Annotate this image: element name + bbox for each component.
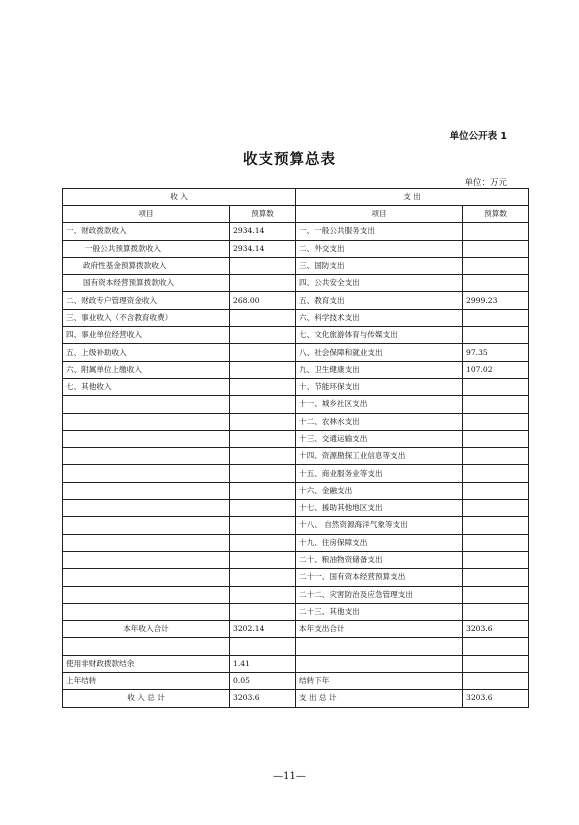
expense-budget-cell [463,517,529,534]
income-budget-cell: 3203.6 [230,690,296,707]
expense-item-cell: 本年支出合计 [296,621,463,638]
income-item-cell [63,551,230,568]
table-row [63,378,529,395]
expense-item-cell: 十九、住房保障支出 [296,534,463,551]
income-item-cell: 七、其他收入 [63,378,230,395]
page-number: —11— [273,771,306,782]
income-budget-cell [230,500,296,517]
budget-summary-table [62,188,529,708]
expense-budget-cell: 107.02 [463,361,529,378]
income-budget-cell [230,396,296,413]
income-item-cell [63,603,230,620]
income-item-cell [63,500,230,517]
expense-budget-cell [463,569,529,586]
expense-item-cell: 六、科学技术支出 [296,309,463,326]
expense-budget-cell [463,534,529,551]
table-row [63,465,529,482]
expense-item-cell [296,638,463,655]
income-budget-cell: 3202.14 [230,621,296,638]
income-item-cell [63,396,230,413]
expense-item-cell: 十七、援助其他地区支出 [296,500,463,517]
expense-item-cell: 十八、 自然资源海洋气象等支出 [296,517,463,534]
table-row [63,655,529,672]
table-row [63,551,529,568]
table-row [63,517,529,534]
table-row [63,690,529,707]
income-item-cell [63,465,230,482]
table-row [63,638,529,655]
income-item-cell [63,569,230,586]
expense-budget-cell [463,275,529,292]
expense-item-cell: 四、公共安全支出 [296,275,463,292]
expense-budget-cell [463,257,529,274]
table-row [63,327,529,344]
expense-budget-cell [463,309,529,326]
income-budget-cell: 268.00 [230,292,296,309]
table-row [63,430,529,447]
expense-item-cell: 一、一般公共服务支出 [296,223,463,240]
income-item-cell: 一般公共预算拨款收入 [63,240,230,257]
page-title: 收支预算总表 [243,152,336,168]
income-budget-cell: 2934.14 [230,240,296,257]
income-budget-cell [230,378,296,395]
expense-budget-cell [463,638,529,655]
income-budget-cell [230,327,296,344]
column-header-row [63,206,529,223]
section-header-row [63,189,529,206]
expense-section-header: 支 出 [296,189,529,206]
expense-budget-cell [463,586,529,603]
income-item-cell: 三、事业收入（不含教育收费） [63,309,230,326]
table-row [63,673,529,690]
expense-item-cell: 二十一、国有资本经营预算支出 [296,569,463,586]
income-budget-cell [230,517,296,534]
income-item-cell: 使用非财政拨款结余 [63,655,230,672]
income-item-cell: 一、财政拨款收入 [63,223,230,240]
expense-item-cell: 五、教育支出 [296,292,463,309]
expense-budget-cell [463,430,529,447]
expense-budget-cell [463,240,529,257]
expense-budget-cell [463,223,529,240]
expense-item-cell: 十四、资源勘探工业信息等支出 [296,448,463,465]
expense-budget-cell [463,673,529,690]
income-budget-cell [230,586,296,603]
income-item-cell: 四、事业单位经营收入 [63,327,230,344]
income-item-cell: 本年收入合计 [63,621,230,638]
table-row [63,586,529,603]
table-row [63,603,529,620]
unit-label: 单位：万元 [464,178,507,188]
income-item-cell: 政府性基金预算拨款收入 [63,257,230,274]
expense-item-cell: 十、节能环保支出 [296,378,463,395]
table-row [63,534,529,551]
expense-budget-cell [463,551,529,568]
expense-item-cell: 十五、商业服务业等支出 [296,465,463,482]
expense-budget-cell [463,603,529,620]
income-budget-cell [230,603,296,620]
table-row [63,569,529,586]
table-row [63,275,529,292]
table-row [63,240,529,257]
income-budget-cell [230,569,296,586]
table-row [63,309,529,326]
income-item-cell [63,586,230,603]
income-budget-cell [230,275,296,292]
income-budget-cell [230,482,296,499]
income-budget-cell [230,309,296,326]
expense-item-cell: 二十二、灾害防治及应急管理支出 [296,586,463,603]
expense-budget-cell [463,500,529,517]
expense-budget-cell [463,327,529,344]
income-budget-cell [230,430,296,447]
income-budget-cell [230,257,296,274]
income-section-header: 收 入 [63,189,296,206]
income-item-cell [63,638,230,655]
income-budget-cell [230,551,296,568]
table-row [63,257,529,274]
income-item-cell: 二、财政专户管理资金收入 [63,292,230,309]
expense-budget-cell: 2999.23 [463,292,529,309]
expense-item-cell: 二、外交支出 [296,240,463,257]
income-item-cell: 收 入 总 计 [63,690,230,707]
expense-budget-cell [463,378,529,395]
expense-item-cell: 九、卫生健康支出 [296,361,463,378]
income-budget-cell [230,638,296,655]
expense-item-cell: 二十、粮油物资储备支出 [296,551,463,568]
table-row [63,413,529,430]
income-item-cell: 六、附属单位上缴收入 [63,361,230,378]
expense-budget-cell [463,655,529,672]
expense-budget-cell [463,413,529,430]
income-item-cell: 上年结转 [63,673,230,690]
expense-item-cell: 十三、交通运输支出 [296,430,463,447]
table-row [63,344,529,361]
expense-budget-header: 预算数 [463,206,529,223]
income-budget-cell [230,534,296,551]
expense-item-cell: 七、文化旅游体育与传媒支出 [296,327,463,344]
expense-item-cell: 支 出 总 计 [296,690,463,707]
income-budget-cell: 2934.14 [230,223,296,240]
income-item-cell [63,534,230,551]
table-row [63,223,529,240]
income-budget-cell [230,448,296,465]
table-row [63,361,529,378]
expense-item-cell: 十六、金融支出 [296,482,463,499]
income-budget-cell [230,413,296,430]
table-row [63,621,529,638]
form-id-label: 单位公开表 1 [449,131,507,142]
income-budget-cell: 0.05 [230,673,296,690]
expense-budget-cell [463,396,529,413]
expense-item-cell: 三、国防支出 [296,257,463,274]
expense-budget-cell [463,482,529,499]
expense-item-cell: 十一、城乡社区支出 [296,396,463,413]
income-budget-header: 预算数 [230,206,296,223]
table-row [63,500,529,517]
income-budget-cell [230,465,296,482]
expense-item-cell: 十二、农林水支出 [296,413,463,430]
expense-budget-cell: 3203.6 [463,690,529,707]
income-budget-cell: 1.41 [230,655,296,672]
income-item-cell [63,448,230,465]
expense-budget-cell: 97.35 [463,344,529,361]
expense-item-cell: 二十三、其他支出 [296,603,463,620]
income-item-cell: 国有资本经营预算拨款收入 [63,275,230,292]
expense-item-cell: 八、社会保障和就业支出 [296,344,463,361]
income-item-cell: 五、上级补助收入 [63,344,230,361]
income-item-cell [63,430,230,447]
expense-budget-cell [463,465,529,482]
expense-budget-cell: 3203.6 [463,621,529,638]
income-item-cell [63,517,230,534]
table-row [63,482,529,499]
table-row [63,396,529,413]
table-row [63,448,529,465]
expense-item-cell: 结转下年 [296,673,463,690]
income-budget-cell [230,344,296,361]
income-budget-cell [230,361,296,378]
table-row [63,292,529,309]
income-item-cell [63,413,230,430]
income-item-header: 项目 [63,206,230,223]
expense-budget-cell [463,448,529,465]
income-item-cell [63,482,230,499]
expense-item-header: 项目 [296,206,463,223]
expense-item-cell [296,655,463,672]
